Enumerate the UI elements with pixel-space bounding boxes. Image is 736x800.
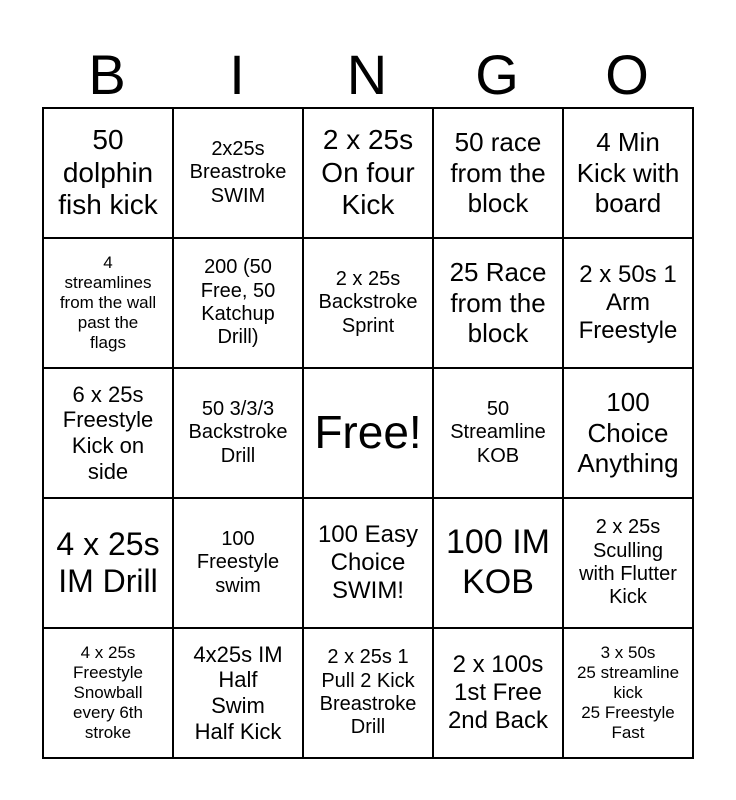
header-letter-n: N [346,42,388,106]
bingo-cell[interactable]: 100 IM KOB [433,498,563,628]
bingo-cell[interactable]: 2 x 100s 1st Free 2nd Back [433,628,563,758]
bingo-cell[interactable]: 50 3/3/3 Backstroke Drill [173,368,303,498]
header-letter-o: O [605,42,649,106]
bingo-cell[interactable]: 4x25s IM Half Swim Half Kick [173,628,303,758]
bingo-cell[interactable]: 25 Race from the block [433,238,563,368]
bingo-cell[interactable]: 50 race from the block [433,108,563,238]
header-letter-i: I [229,42,245,106]
bingo-cell[interactable]: 100 Easy Choice SWIM! [303,498,433,628]
bingo-cell[interactable]: 4 streamlines from the wall past the flags [43,238,173,368]
bingo-cell[interactable]: 6 x 25s Freestyle Kick on side [43,368,173,498]
bingo-cell[interactable]: 4 x 25s Freestyle Snowball every 6th stroke [43,628,173,758]
header-letter-g: G [475,42,519,106]
bingo-cell[interactable]: 3 x 50s 25 streamline kick 25 Freestyle Fast [563,628,693,758]
bingo-cell[interactable]: 2x25s Breastroke SWIM [173,108,303,238]
bingo-cell[interactable]: 50 Streamline KOB [433,368,563,498]
bingo-cell[interactable]: 2 x 25s 1 Pull 2 Kick Breastroke Drill [303,628,433,758]
bingo-cell[interactable]: 100 Freestyle swim [173,498,303,628]
bingo-cell[interactable]: 4 Min Kick with board [563,108,693,238]
bingo-cell[interactable]: 4 x 25s IM Drill [43,498,173,628]
bingo-cell[interactable]: 2 x 50s 1 Arm Freestyle [563,238,693,368]
bingo-cell[interactable]: 50 dolphin fish kick [43,108,173,238]
bingo-cell[interactable]: 2 x 25s Sculling with Flutter Kick [563,498,693,628]
bingo-cell[interactable]: 2 x 25s On four Kick [303,108,433,238]
bingo-cell[interactable]: 2 x 25s Backstroke Sprint [303,238,433,368]
bingo-header [42,40,694,108]
free-space[interactable]: Free! [303,368,433,498]
bingo-cell[interactable]: 100 Choice Anything [563,368,693,498]
bingo-cell[interactable]: 200 (50 Free, 50 Katchup Drill) [173,238,303,368]
bingo-board [42,107,694,759]
header-letter-b: B [88,42,126,106]
